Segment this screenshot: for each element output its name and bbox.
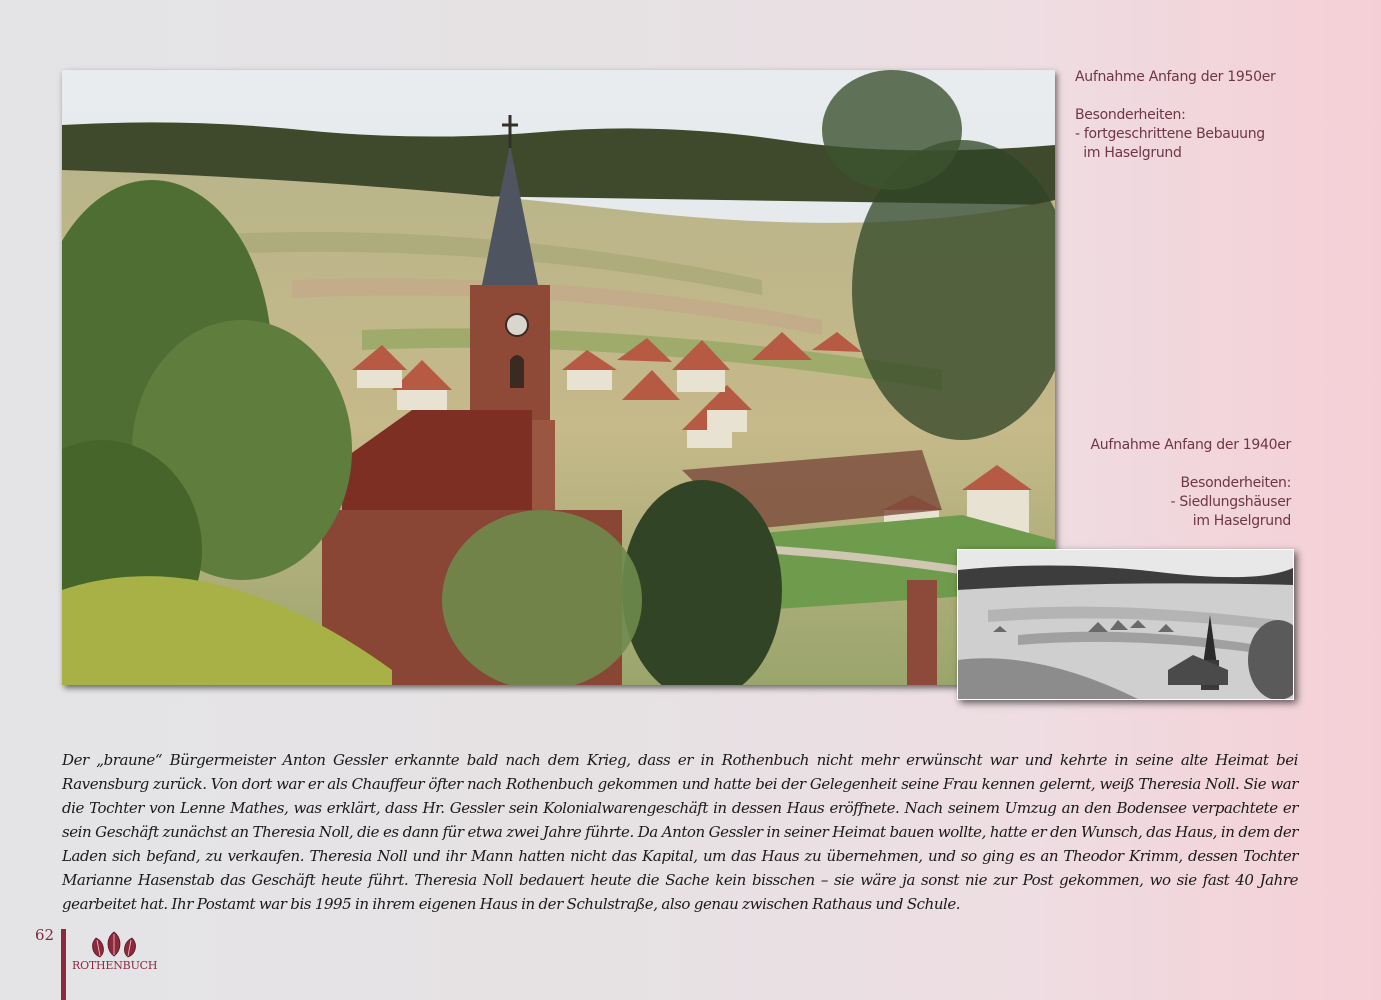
village-church-illustration [62, 70, 1055, 685]
rothenbuch-logo [72, 928, 156, 978]
logo-text: ROTHENBUCH [72, 959, 158, 972]
body-paragraph: Der „braune“ Bürgermeister Anton Gessler erkannte bald nach dem Krieg, dass er in Rothenbuch nicht mehr erwünscht war und kehrte in seine alte Heimat bei Ravensburg zurück. Von dort war er als Chauffeur öfter nach Rothenbuch gekommen und hatte bei der Gelegenheit seine Frau kennen gelernt, weiß Theresia Noll. Sie war die Tochter von Lenne Mathes, was erklärt, dass Hr. Gessler sein Kolonialwarengeschäft in dessen Haus eröffnete. Nach seinem Umzug an den Bodensee verpachtete er sein Geschäft zunächst an Theresia Noll, die es dann für etwa zwei Jahre führte. Da Anton Gessler in seiner Heimat bauen wollte, hatte er den Wunsch, das Haus, in dem der Laden sich befand, zu verkaufen. Theresia Noll und ihr Mann hatten nicht das Kapital, um das Haus zu übernehmen, und so ging es an Theodor Krimm, dessen Tochter Marianne Hasenstab das Geschäft heute führt. Theresia Noll bedauert heute die Sache kein bisschen – sie wäre ja sonst nie zur Post gekommen, wo sie fast 40 Jahre gearbeitet hat. Ihr Postamt war bis 1995 in ihrem eigenen Haus in der Schulstraße, also genau zwischen Rathaus und Schule. [62, 751, 1298, 913]
caption-1950s [1075, 68, 1275, 163]
caption-1940s [1080, 436, 1291, 531]
caption-heading: Besonderheiten: [1180, 475, 1291, 491]
caption-title: Aufnahme Anfang der 1950er [1075, 69, 1276, 85]
caption-line: - fortgeschrittene Bebauung [1075, 126, 1265, 142]
caption-title: Aufnahme Anfang der 1940er [1090, 437, 1291, 453]
caption-line: im Haselgrund [1075, 145, 1182, 161]
page-number: 62 [35, 926, 55, 944]
caption-heading: Besonderheiten: [1075, 107, 1186, 123]
caption-line: - Siedlungshäuser [1170, 494, 1291, 510]
caption-line: im Haselgrund [1192, 513, 1291, 529]
page-accent-bar [61, 929, 66, 1000]
village-bw-illustration [958, 550, 1293, 699]
photo-inset [957, 549, 1294, 700]
three-leaves-logo-icon [82, 928, 146, 960]
photo-main [62, 70, 1055, 685]
